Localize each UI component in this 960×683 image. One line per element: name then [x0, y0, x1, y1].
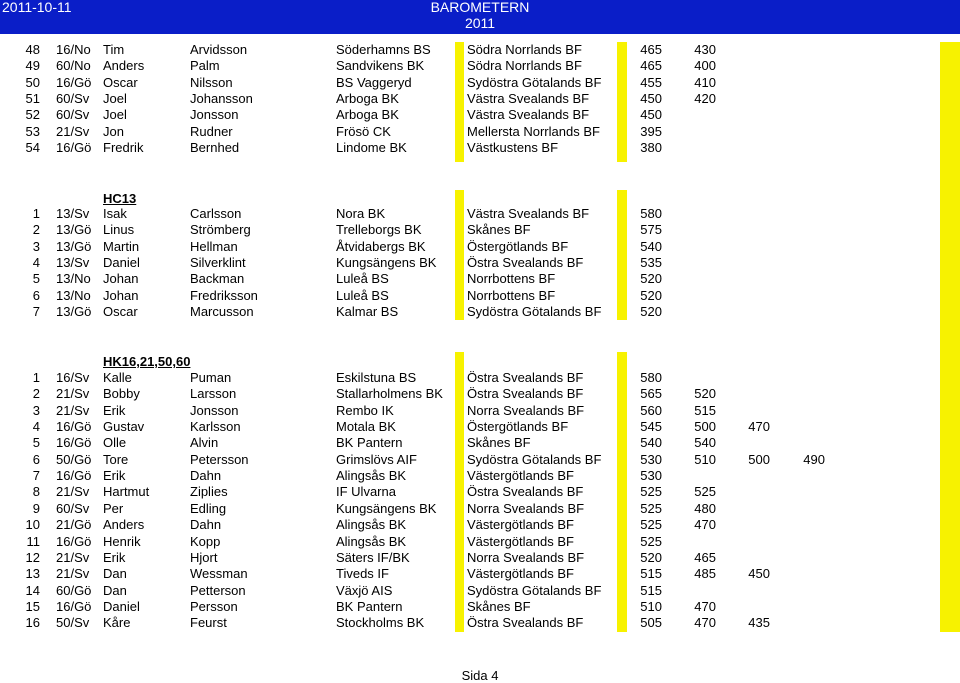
- cell-first: Martin: [103, 238, 140, 254]
- cell-last: Alvin: [190, 435, 219, 451]
- cell-rank: 7: [32, 304, 40, 320]
- cell-s1: 525: [640, 500, 662, 516]
- table-row: [0, 468, 960, 484]
- cell-first: Hartmut: [103, 484, 150, 500]
- cell-first: Joel: [103, 107, 127, 123]
- table-row: [0, 403, 960, 419]
- cell-s1: 465: [640, 42, 662, 57]
- cell-s1: 540: [640, 435, 662, 451]
- cell-cls: 16/Gö: [56, 598, 92, 614]
- table-row: [0, 583, 960, 599]
- cell-club: Kalmar BS: [336, 304, 399, 320]
- cell-cls: 16/Gö: [56, 74, 92, 90]
- header-title: BAROMETERN: [430, 0, 530, 15]
- cell-s2: 510: [694, 451, 716, 467]
- cell-club: BS Vaggeryd: [336, 74, 412, 90]
- table-row: [0, 91, 960, 107]
- cell-s1: 525: [640, 517, 662, 533]
- cell-s1: 520: [640, 271, 662, 287]
- cell-last: Arvidsson: [190, 42, 248, 57]
- cell-cls: 21/Sv: [56, 549, 90, 565]
- cell-last: Johansson: [190, 91, 253, 107]
- cell-last: Hjort: [190, 549, 218, 565]
- cell-last: Dahn: [190, 468, 222, 484]
- cell-first: Per: [103, 500, 124, 516]
- cell-last: Ziplies: [190, 484, 228, 500]
- cell-rank: 11: [26, 533, 40, 549]
- cell-district: Södra Norrlands BF: [467, 42, 582, 57]
- cell-last: Karlsson: [190, 419, 241, 435]
- cell-rank: 4: [32, 255, 40, 271]
- cell-s3: 500: [748, 451, 770, 467]
- cell-s1: 520: [640, 549, 662, 565]
- cell-rank: 52: [25, 107, 40, 123]
- cell-first: Daniel: [103, 255, 140, 271]
- cell-s3: 435: [748, 615, 770, 631]
- cell-district: Östra Svealands BF: [467, 484, 584, 500]
- table-row: [0, 58, 960, 74]
- cell-district: Östergötlands BF: [467, 238, 569, 254]
- cell-cls: 13/Gö: [56, 222, 92, 238]
- cell-s1: 575: [640, 222, 662, 238]
- cell-club: Rembo IK: [336, 402, 394, 418]
- cell-club: Kungsängens BK: [336, 255, 437, 271]
- cell-district: Östra Svealands BF: [467, 370, 584, 385]
- cell-s2: 420: [694, 91, 716, 107]
- cell-last: Kopp: [190, 533, 221, 549]
- cell-s1: 565: [640, 386, 662, 402]
- table-row: [0, 386, 960, 402]
- cell-s2: 480: [694, 500, 716, 516]
- cell-rank: 8: [32, 484, 40, 500]
- cell-rank: 7: [32, 468, 40, 484]
- cell-rank: 16: [25, 615, 40, 631]
- cell-s1: 535: [640, 255, 662, 271]
- table-row: [0, 435, 960, 451]
- section-heading: HK16,21,50,60: [103, 354, 191, 369]
- cell-s2: 540: [694, 435, 716, 451]
- cell-district: Norrbottens BF: [467, 271, 556, 287]
- cell-club: Åtvidabergs BK: [336, 238, 426, 254]
- cell-first: Johan: [103, 287, 139, 303]
- cell-cls: 16/Sv: [56, 370, 90, 385]
- cell-cls: 50/Gö: [56, 451, 92, 467]
- cell-district: Västergötlands BF: [467, 468, 574, 484]
- cell-cls: 21/Sv: [56, 566, 90, 582]
- cell-district: Skånes BF: [467, 598, 531, 614]
- cell-s1: 520: [640, 304, 662, 320]
- cell-s2: 525: [694, 484, 716, 500]
- cell-club: Arboga BK: [336, 107, 399, 123]
- cell-s2: 465: [694, 549, 716, 565]
- table-row: [0, 501, 960, 517]
- cell-district: Sydöstra Götalands BF: [467, 304, 602, 320]
- cell-club: Stockholms BK: [336, 615, 425, 631]
- cell-last: Feurst: [190, 615, 227, 631]
- cell-first: Joel: [103, 91, 127, 107]
- cell-s1: 515: [640, 582, 662, 598]
- cell-rank: 5: [32, 435, 40, 451]
- cell-cls: 60/Gö: [56, 582, 92, 598]
- cell-last: Fredriksson: [190, 287, 258, 303]
- cell-last: Jonsson: [190, 402, 239, 418]
- cell-first: Kåre: [103, 615, 131, 631]
- header-year: 2011: [464, 15, 496, 31]
- cell-cls: 13/No: [56, 287, 91, 303]
- cell-s2: 515: [694, 402, 716, 418]
- cell-club: Lindome BK: [336, 140, 407, 156]
- cell-district: Skånes BF: [467, 222, 531, 238]
- cell-club: Trelleborgs BK: [336, 222, 422, 238]
- cell-cls: 21/Sv: [56, 386, 90, 402]
- table-row: [0, 566, 960, 582]
- cell-cls: 13/Gö: [56, 304, 92, 320]
- cell-first: Tim: [103, 42, 125, 57]
- cell-s1: 530: [640, 451, 662, 467]
- cell-cls: 50/Sv: [56, 615, 90, 631]
- table-row: [0, 534, 960, 550]
- cell-first: Linus: [103, 222, 135, 238]
- cell-cls: 16/Gö: [56, 419, 92, 435]
- cell-club: IF Ulvarna: [336, 484, 396, 500]
- cell-club: BK Pantern: [336, 598, 403, 614]
- cell-first: Dan: [103, 582, 127, 598]
- cell-cls: 60/Sv: [56, 107, 90, 123]
- cell-s1: 540: [640, 238, 662, 254]
- cell-s1: 525: [640, 484, 662, 500]
- cell-cls: 16/Gö: [56, 468, 92, 484]
- cell-district: Norra Svealands BF: [467, 549, 585, 565]
- table-row: [0, 288, 960, 304]
- cell-s1: 510: [640, 598, 662, 614]
- page-number: Sida 4: [461, 668, 499, 683]
- cell-first: Erik: [103, 468, 126, 484]
- cell-last: Rudner: [190, 123, 233, 139]
- cell-s3: 450: [748, 566, 770, 582]
- cell-cls: 60/Sv: [56, 91, 90, 107]
- cell-rank: 49: [25, 58, 40, 74]
- table-row: [0, 239, 960, 255]
- cell-district: Västergötlands BF: [467, 517, 574, 533]
- section-heading: HC13: [103, 191, 137, 206]
- cell-s1: 545: [640, 419, 662, 435]
- cell-cls: 21/Sv: [56, 484, 90, 500]
- cell-cls: 13/Sv: [56, 206, 90, 221]
- cell-last: Petterson: [190, 582, 246, 598]
- cell-rank: 5: [32, 271, 40, 287]
- cell-last: Backman: [190, 271, 245, 287]
- cell-club: Motala BK: [336, 419, 396, 435]
- cell-s1: 520: [640, 287, 662, 303]
- cell-rank: 10: [25, 517, 40, 533]
- cell-rank: 2: [32, 222, 40, 238]
- cell-district: Västra Svealands BF: [467, 107, 590, 123]
- cell-first: Erik: [103, 549, 126, 565]
- cell-s1: 525: [640, 533, 662, 549]
- table-row: [0, 304, 960, 320]
- cell-club: Alingsås BK: [336, 517, 407, 533]
- cell-club: Söderhamns BS: [336, 42, 431, 57]
- cell-last: Hellman: [190, 238, 238, 254]
- cell-last: Nilsson: [190, 74, 233, 90]
- cell-district: Västkustens BF: [467, 140, 559, 156]
- cell-last: Marcusson: [190, 304, 254, 320]
- table-row: [0, 599, 960, 615]
- cell-s1: 505: [640, 615, 662, 631]
- cell-s2: 430: [694, 42, 716, 57]
- cell-s2: 470: [694, 615, 716, 631]
- cell-s2: 400: [694, 58, 716, 74]
- header-date: 2011-10-11: [2, 0, 72, 15]
- cell-club: Alingsås BK: [336, 533, 407, 549]
- cell-district: Norrbottens BF: [467, 287, 556, 303]
- cell-first: Oscar: [103, 74, 138, 90]
- cell-first: Anders: [103, 517, 145, 533]
- cell-cls: 13/Gö: [56, 238, 92, 254]
- cell-club: Arboga BK: [336, 91, 399, 107]
- table-row: [0, 140, 960, 156]
- cell-rank: 1: [32, 206, 40, 221]
- table-row: [0, 271, 960, 287]
- cell-last: Puman: [190, 370, 232, 385]
- cell-first: Erik: [103, 402, 126, 418]
- cell-rank: 50: [25, 74, 40, 90]
- cell-club: Tiveds IF: [336, 566, 389, 582]
- cell-cls: 21/Gö: [56, 517, 92, 533]
- cell-club: Stallarholmens BK: [336, 386, 443, 402]
- cell-first: Kalle: [103, 370, 132, 385]
- cell-district: Västra Svealands BF: [467, 206, 590, 221]
- cell-last: Carlsson: [190, 206, 242, 221]
- cell-club: Säters IF/BK: [336, 549, 410, 565]
- cell-last: Palm: [190, 58, 220, 74]
- cell-club: Nora BK: [336, 206, 386, 221]
- cell-first: Olle: [103, 435, 127, 451]
- cell-last: Larsson: [190, 386, 237, 402]
- cell-rank: 6: [32, 287, 40, 303]
- cell-s2: 500: [694, 419, 716, 435]
- cell-s1: 530: [640, 468, 662, 484]
- cell-last: Strömberg: [190, 222, 251, 238]
- cell-district: Västra Svealands BF: [467, 91, 590, 107]
- table-row: [0, 419, 960, 435]
- cell-first: Johan: [103, 271, 139, 287]
- cell-first: Bobby: [103, 386, 140, 402]
- cell-district: Sydöstra Götalands BF: [467, 582, 602, 598]
- cell-rank: 2: [32, 386, 40, 402]
- cell-s1: 465: [640, 58, 662, 74]
- cell-district: Östra Svealands BF: [467, 386, 584, 402]
- cell-cls: 21/Sv: [56, 402, 90, 418]
- cell-rank: 3: [32, 402, 40, 418]
- cell-rank: 9: [32, 500, 40, 516]
- cell-rank: 3: [32, 238, 40, 254]
- cell-rank: 15: [25, 598, 40, 614]
- cell-s3: 470: [748, 419, 770, 435]
- cell-s2: 470: [694, 598, 716, 614]
- cell-s1: 455: [640, 74, 662, 90]
- table-row: [0, 42, 960, 58]
- cell-district: Skånes BF: [467, 435, 531, 451]
- cell-s1: 395: [640, 123, 662, 139]
- cell-first: Anders: [103, 58, 145, 74]
- cell-district: Norra Svealands BF: [467, 500, 585, 516]
- table-row: [0, 222, 960, 238]
- cell-first: Dan: [103, 566, 127, 582]
- table-row: [0, 124, 960, 140]
- table-row: [0, 517, 960, 533]
- cell-first: Isak: [103, 206, 127, 221]
- cell-cls: 60/No: [56, 58, 91, 74]
- cell-s1: 450: [640, 107, 662, 123]
- cell-rank: 13: [25, 566, 40, 582]
- cell-district: Östergötlands BF: [467, 419, 569, 435]
- cell-last: Dahn: [190, 517, 222, 533]
- cell-district: Södra Norrlands BF: [467, 58, 582, 74]
- cell-rank: 1: [32, 370, 40, 385]
- cell-first: Gustav: [103, 419, 145, 435]
- table-row: [0, 255, 960, 271]
- cell-club: Sandvikens BK: [336, 58, 425, 74]
- cell-club: Luleå BS: [336, 287, 389, 303]
- cell-club: Alingsås BK: [336, 468, 407, 484]
- cell-cls: 21/Sv: [56, 123, 90, 139]
- cell-first: Tore: [103, 451, 129, 467]
- cell-rank: 4: [32, 419, 40, 435]
- cell-s2: 470: [694, 517, 716, 533]
- cell-last: Bernhed: [190, 140, 240, 156]
- page-header: [0, 0, 960, 34]
- cell-s4: 490: [803, 451, 825, 467]
- cell-last: Persson: [190, 598, 238, 614]
- cell-district: Östra Svealands BF: [467, 255, 584, 271]
- cell-cls: 60/Sv: [56, 500, 90, 516]
- cell-district: Västergötlands BF: [467, 566, 574, 582]
- table-row: [0, 615, 960, 631]
- cell-rank: 12: [25, 549, 40, 565]
- cell-district: Norra Svealands BF: [467, 402, 585, 418]
- cell-district: Östra Svealands BF: [467, 615, 584, 631]
- cell-club: Grimslövs AIF: [336, 451, 417, 467]
- cell-s1: 580: [640, 370, 662, 385]
- cell-rank: 6: [32, 451, 40, 467]
- cell-s1: 560: [640, 402, 662, 418]
- cell-s1: 380: [640, 140, 662, 156]
- cell-first: Daniel: [103, 598, 140, 614]
- cell-cls: 16/No: [56, 42, 91, 57]
- cell-first: Jon: [103, 123, 124, 139]
- table-row: [0, 550, 960, 566]
- cell-cls: 16/Gö: [56, 435, 92, 451]
- cell-first: Oscar: [103, 304, 138, 320]
- cell-rank: 51: [25, 91, 40, 107]
- cell-rank: 14: [25, 582, 40, 598]
- cell-cls: 16/Gö: [56, 533, 92, 549]
- cell-club: Eskilstuna BS: [336, 370, 417, 385]
- table-row: [0, 484, 960, 500]
- cell-last: Petersson: [190, 451, 249, 467]
- cell-cls: 13/Sv: [56, 255, 90, 271]
- cell-s1: 450: [640, 91, 662, 107]
- cell-last: Wessman: [190, 566, 248, 582]
- cell-club: BK Pantern: [336, 435, 403, 451]
- cell-rank: 54: [25, 140, 40, 156]
- cell-rank: 48: [25, 42, 40, 57]
- cell-club: Luleå BS: [336, 271, 389, 287]
- cell-last: Edling: [190, 500, 227, 516]
- cell-district: Västergötlands BF: [467, 533, 574, 549]
- cell-district: Mellersta Norrlands BF: [467, 123, 600, 139]
- cell-last: Silverklint: [190, 255, 246, 271]
- table-row: [0, 75, 960, 91]
- cell-s2: 485: [694, 566, 716, 582]
- cell-district: Sydöstra Götalands BF: [467, 74, 602, 90]
- cell-club: Kungsängens BK: [336, 500, 437, 516]
- table-row: [0, 370, 960, 386]
- cell-club: Frösö CK: [336, 123, 391, 139]
- cell-s1: 580: [640, 206, 662, 221]
- cell-s2: 520: [694, 386, 716, 402]
- table-row: [0, 452, 960, 468]
- cell-first: Fredrik: [103, 140, 144, 156]
- table-row: [0, 107, 960, 123]
- cell-rank: 53: [25, 123, 40, 139]
- cell-district: Sydöstra Götalands BF: [467, 451, 602, 467]
- cell-last: Jonsson: [190, 107, 239, 123]
- cell-s2: 410: [694, 74, 716, 90]
- table-row: [0, 206, 960, 222]
- cell-cls: 13/No: [56, 271, 91, 287]
- cell-s1: 515: [640, 566, 662, 582]
- cell-cls: 16/Gö: [56, 140, 92, 156]
- cell-club: Växjö AIS: [336, 582, 393, 598]
- cell-first: Henrik: [103, 533, 141, 549]
